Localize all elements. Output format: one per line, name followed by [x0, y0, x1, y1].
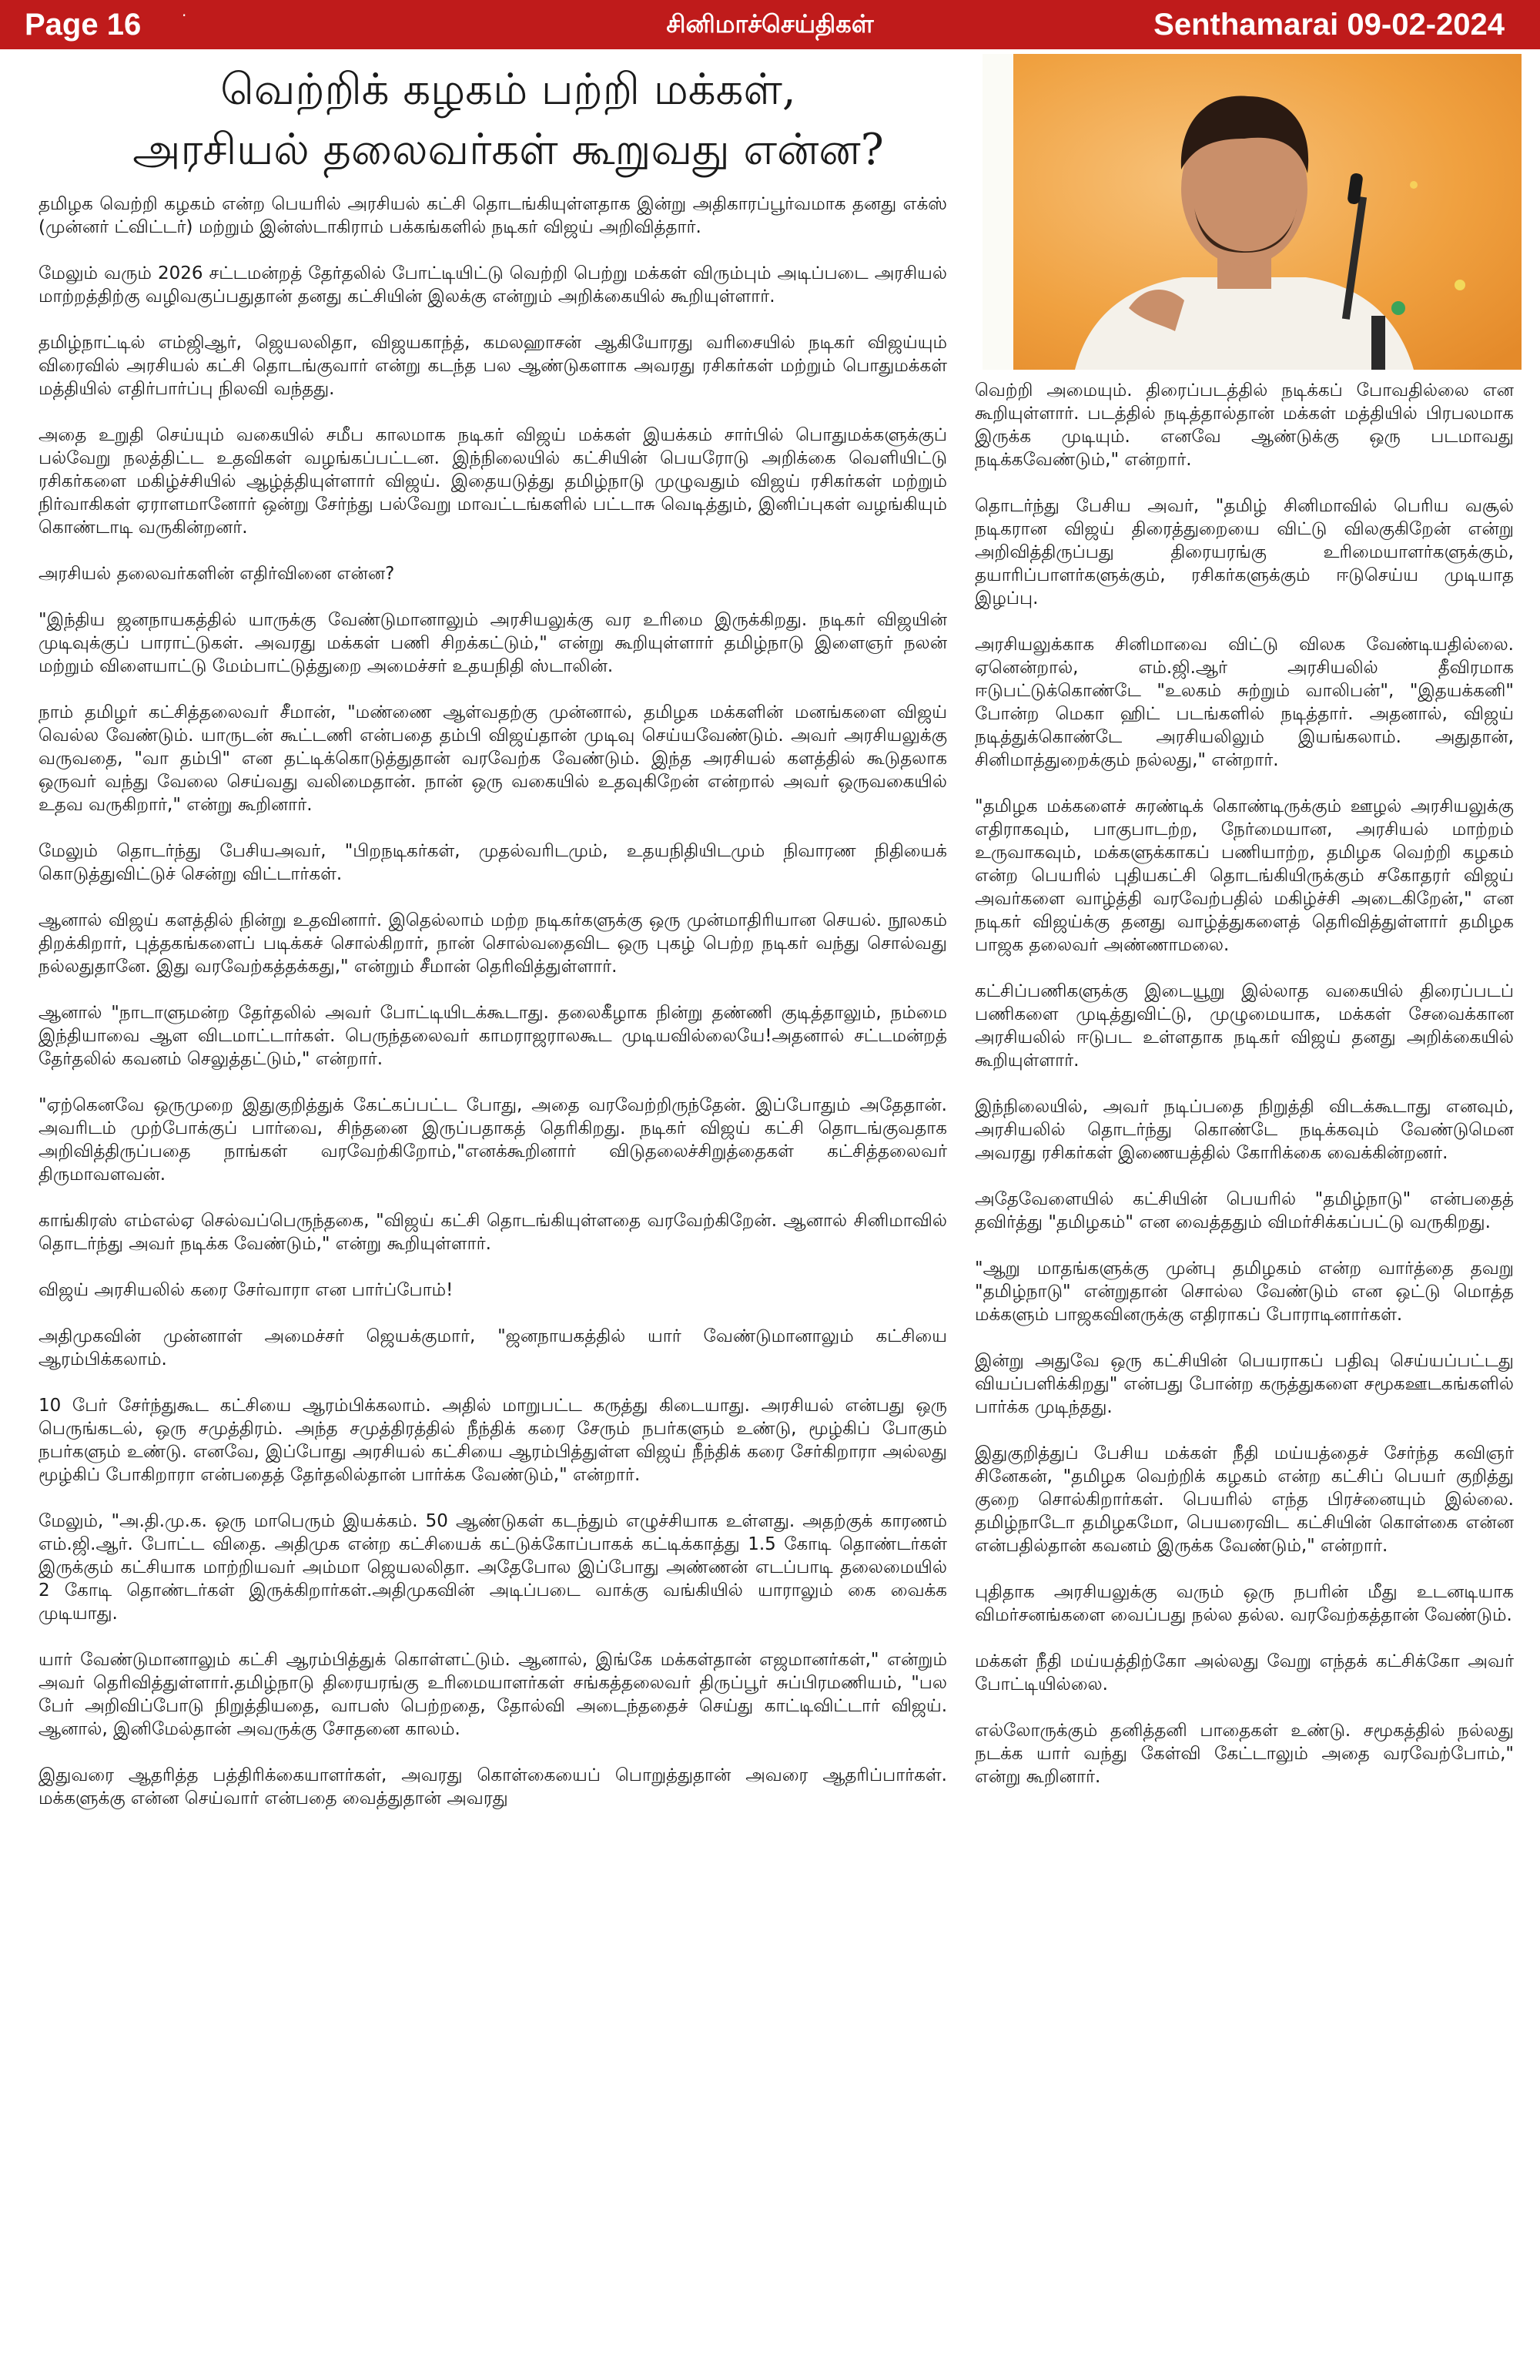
subheading: விஜய் அரசியலில் கரை சேர்வாரா என பார்ப்போம்!: [38, 1280, 454, 1300]
paragraph: "ஏற்கெனவே ஒருமுறை இதுகுறித்துக் கேட்கப்பட்ட போது, அதை வரவேற்றிருந்தேன். இப்போதும் அதேதான். அவரிடம் முற்போக்குப் பார்வை, சிந்தனை இருப்பதாகத் தெரிகிறது. நடிகர் விஜய் கட்சி தொடங்குவதாக அறிவித்திருப்பதை நாங்கள் வரவேற்கிறோம்,"எனக்கூறினார் விடுதலைச்சிறுத்தைகள் கட்சித்தலைவர் திருமாவளவன்.: [38, 1095, 947, 1185]
paragraph: இதுவரை ஆதரித்த பத்திரிக்கையாளர்கள், அவரது கொள்கையைப் பொறுத்துதான் அவரை ஆதரிப்பார்கள். மக்களுக்கு என்ன செய்வார் என்பதை வைத்துதான் அவரது: [38, 1765, 947, 1808]
page-header: [0, 0, 1540, 49]
paragraph: "இந்திய ஜனநாயகத்தில் யாருக்கு வேண்டுமானாலும் அரசியலுக்கு வர உரிமை இருக்கிறது. நடிகர் விஜயின் முடிவுக்குப் பாராட்டுகள். அவரது மக்கள் பணி சிறக்கட்டும்," என்று கூறியுள்ளார் தமிழ்நாடு இளைஞர் நலன் மற்றும் விளையாட்டு மேம்பாட்டுத்துறை அமைச்சர் உதயநிதி ஸ்டாலின்.: [38, 610, 947, 676]
paragraph: புதிதாக அரசியலுக்கு வரும் ஒரு நபரின் மீது உடனடியாக விமர்சனங்களை வைப்பது நல்ல தல்ல. வரவேற்கத்தான் வேண்டும்.: [975, 1582, 1514, 1625]
paragraph: மேலும் தொடர்ந்து பேசியஅவர், "பிறநடிகர்கள், முதல்வரிடமும், உதயநிதியிடமும் நிவாரண நிதியைக் கொடுத்துவிட்டுச் சென்று விட்டார்கள்.: [38, 841, 947, 884]
paragraph: அதேவேளையில் கட்சியின் பெயரில் "தமிழ்நாடு" என்பதைத் தவிர்த்து "தமிழகம்" என வைத்ததும் விமர்சிக்கப்பட்டு வருகிறது.: [975, 1189, 1514, 1232]
paragraph: யார் வேண்டுமானாலும் கட்சி ஆரம்பித்துக் கொள்ளட்டும். ஆனால், இங்கே மக்கள்தான் எஜமானர்கள்," என்றும் அவர் தெரிவித்துள்ளார்.தமிழ்நாடு திரையரங்கு உரிமையாளர்கள் சங்கத்தலைவர் திருப்பூர் சுப்பிரமணியம், "பல பேர் அறிவிப்போடு நிறுத்தியதை, வாபஸ் பெற்றதை, தோல்வி அடைந்ததைச் செய்து காட்டிவிட்டார் விஜய். ஆனால், இனிமேல்தான் அவருக்கு சோதனை காலம்.: [38, 1650, 947, 1739]
paragraph: அதை உறுதி செய்யும் வகையில் சமீப காலமாக நடிகர் விஜய் மக்கள் இயக்கம் சார்பில் பொதுமக்களுக்குப் பல்வேறு நலத்திட்ட உதவிகள் வழங்கப்பட்டன. இந்நிலையில் கட்சியின் பெயரோடு அறிக்கை வெளியிட்டு ரசிகர்களை மகிழ்ச்சியில் ஆழ்த்தியுள்ளார் விஜய். இதையடுத்து தமிழ்நாடு முழுவதும் விஜய் ரசிகர்கள் மற்றும் நிர்வாகிகள் ஏராளமானோர் ஒன்று சேர்ந்து பல்வேறு மாவட்டங்களில் பட்டாசு வெடித்தும், இனிப்புகள் வழங்கியும் கொண்டாடி வருகின்றனர்.: [38, 425, 947, 538]
paragraph: தமிழ்நாட்டில் எம்ஜிஆர், ஜெயலலிதா, விஜயகாந்த், கமலஹாசன் ஆகியோரது வரிசையில் நடிகர் விஜய்யும் விரைவில் அரசியல் கட்சி தொடங்குவார் என்று கடந்த பல ஆண்டுகளாக அவரது ரசிகர்கள் மற்றும் பொதுமக்கள் மத்தியில் எதிர்பார்ப்பு நிலவி வந்தது.: [38, 333, 947, 399]
paragraph: மக்கள் நீதி மய்யத்திற்கோ அல்லது வேறு எந்தக் கட்சிக்கோ அவர் போட்டியில்லை.: [975, 1651, 1514, 1694]
paragraph: எல்லோருக்கும் தனித்தனி பாதைகள் உண்டு. சமூகத்தில் நல்லது நடக்க யார் வந்து கேள்வி கேட்டாலும் அதை வரவேற்போம்," என்று கூறினார்.: [975, 1721, 1514, 1787]
paragraph: தொடர்ந்து பேசிய அவர், "தமிழ் சினிமாவில் பெரிய வசூல் நடிகரான விஜய் திரைத்துறையை விட்டு விலகுகிறேன் என்று அறிவித்திருப்பது திரையரங்கு உரிமையாளர்களுக்கும், தயாரிப்பாளர்களுக்கும், ரசிகர்களுக்கும் ஈடுசெய்ய முடியாத இழப்பு.: [975, 496, 1514, 608]
article-body-right: [975, 379, 1514, 1812]
paragraph: மேலும், "அ.தி.மு.க. ஒரு மாபெரும் இயக்கம். 50 ஆண்டுகள் கடந்தும் எழுச்சியாக உள்ளது. அதற்குக் காரணம் எம்.ஜி.ஆர். போட்ட விதை. அதிமுக என்ற கட்சியைக் கட்டுக்கோப்பாகக் கட்டிக்காத்து 1.5 கோடி தொண்டர்கள் இருக்கும் கட்சியாக மாற்றியவர் அம்மா ஜெயலலிதா. அதேபோல இப்போது அண்ணன் எடப்பாடி தலைமையில் 2 கோடி தொண்டர்கள் இருக்கிறார்கள்.அதிமுகவின் அடிப்படை வாக்கு வங்கியில் யாராலும் கை வைக்க முடியாது.: [38, 1511, 947, 1624]
speaker-photo-illustration: [983, 54, 1522, 370]
paragraph: இதுகுறித்துப் பேசிய மக்கள் நீதி மய்யத்தைச் சேர்ந்த கவிஞர் சினேகன், "தமிழக வெற்றிக் கழகம் என்ற கட்சிப் பெயர் குறித்து குறை சொல்கிறார்கள். பெயரில் எந்த பிரச்னையும் இல்லை. தமிழ்நாடோ தமிழகமோ, பெயரைவிட கட்சியின் கொள்கை என்ன என்பதில்தான் கவனம் இருக்க வேண்டும்," என்றார்.: [975, 1443, 1515, 1556]
article-photo: [983, 54, 1522, 370]
paragraph: ஆனால் விஜய் களத்தில் நின்று உதவினார். இதெல்லாம் மற்ற நடிகர்களுக்கு ஒரு முன்மாதிரியான செயல். நூலகம் திறக்கிறார், புத்தகங்களைப் படிக்கச் சொல்கிறார், நான் சொல்வதைவிட ஒரு புகழ் பெற்ற நடிகர் வந்து சொல்வது நல்லதுதானே. இது வரவேற்கத்தக்கது," என்றும் சீமான் தெரிவித்துள்ளார்.: [38, 910, 947, 977]
paragraph: அதிமுகவின் முன்னாள் அமைச்சர் ஜெயக்குமார், "ஜனநாயகத்தில் யார் வேண்டுமானாலும் கட்சியை ஆரம்பிக்கலாம்.: [38, 1326, 947, 1369]
paragraph: தமிழக வெற்றி கழகம் என்ற பெயரில் அரசியல் கட்சி தொடங்கியுள்ளதாக இன்று அதிகாரப்பூர்வமாக தனது எக்ஸ் (முன்னர் ட்விட்டர்) மற்றும் இன்ஸ்டாகிராம் பக்கங்களில் நடிகர் விஜய் அறிவித்தார்.: [38, 194, 947, 237]
title-line-2: அரசியல் தலைவர்கள் கூறுவது என்ன?: [132, 125, 884, 175]
paper-name-date: Senthamarai 09-02-2024: [1153, 8, 1505, 42]
paragraph: "ஆறு மாதங்களுக்கு முன்பு தமிழகம் என்ற வார்த்தை தவறு "தமிழ்நாடு" என்றுதான் சொல்ல வேண்டும் என ஒட்டு மொத்த மக்களும் பாஜகவினருக்கு எதிராகப் போராடினார்கள்.: [975, 1259, 1514, 1325]
paragraph: மேலும் வரும் 2026 சட்டமன்றத் தேர்தலில் போட்டியிட்டு வெற்றி பெற்று மக்கள் விரும்பும் அடிப்படை அரசியல் மாற்றத்திற்கு வழிவகுப்பதுதான் தனது கட்சியின் இலக்கு என்றும் அறிக்கையில் கூறியுள்ளார்.: [38, 263, 947, 307]
subheading: அரசியல் தலைவர்களின் எதிர்வினை என்ன?: [38, 564, 395, 584]
paragraph: கட்சிப்பணிகளுக்கு இடையூறு இல்லாத வகையில் திரைப்படப் பணிகளை முடித்துவிட்டு, முழுமையாக, மக்கள் சேவைக்கான அரசியலில் ஈடுபட உள்ளதாக நடிகர் விஜய் தனது அறிக்கையில் கூறியுள்ளார்.: [975, 981, 1514, 1071]
paragraph: "தமிழக மக்களைச் சுரண்டிக் கொண்டிருக்கும் ஊழல் அரசியலுக்கு எதிராகவும், பாகுபாடற்ற, நேர்மையான, அரசியல் மாற்றம் உருவாகவும், மக்களுக்காகப் பணியாற்ற, தமிழக வெற்றி கழகம் என்ற பெயரில் புதியகட்சி தொடங்கியிருக்கும் சகோதரர் விஜய் அவர்களை வாழ்த்தி வரவேற்பதில் மகிழ்ச்சி அடைகிறேன்," என நடிகர் விஜய்க்கு தனது வாழ்த்துகளைத் தெரிவித்துள்ளார் தமிழக பாஜக தலைவர் அண்ணாமலை.: [975, 796, 1514, 955]
paragraph: வெற்றி அமையும். திரைப்படத்தில் நடிக்கப் போவதில்லை என கூறியுள்ளார். படத்தில் நடித்தால்தான் மக்கள் மத்தியில் பிரபலமாக இருக்க முடியும். எனவே ஆண்டுக்கு ஒரு படமாவது நடிக்கவேண்டும்," என்றார்.: [975, 380, 1514, 470]
paragraph: ஆனால் "நாடாளுமன்ற தேர்தலில் அவர் போட்டியிடக்கூடாது. தலைகீழாக நின்று தண்ணி குடித்தாலும், நம்மை இந்தியாவை ஆள விடமாட்டார்கள். பெருந்தலைவர் காமராஜராலகூட முடியவில்லையே!அதனால் சட்டமன்றத் தேர்தலில் கவனம் செலுத்தட்டும்," என்றார்.: [38, 1003, 947, 1069]
article-title: [46, 60, 970, 180]
article-body-left: [38, 193, 947, 1833]
page-number: Page 16: [25, 8, 142, 42]
header-dot: ·: [182, 6, 187, 25]
paragraph: காங்கிரஸ் எம்எல்ஏ செல்வப்பெருந்தகை, "விஜய் கட்சி தொடங்கியுள்ளதை வரவேற்கிறேன். ஆனால் சினிமாவில் தொடர்ந்து அவர் நடிக்க வேண்டும்," என்று கூறியுள்ளார்.: [38, 1211, 947, 1254]
title-line-1: வெற்றிக் கழகம் பற்றி மக்கள்,: [220, 65, 796, 115]
section-name: சினிமாச்செய்திகள்: [666, 9, 874, 39]
paragraph: நாம் தமிழர் கட்சித்தலைவர் சீமான், "மண்ணை ஆள்வதற்கு முன்னால், தமிழக மக்களின் மனங்களை விஜய் வெல்ல வேண்டும். யாருடன் கூட்டணி என்பதை தம்பி விஜய்தான் முடிவு செய்யவேண்டும். அவர் அரசியலுக்கு வருவதை, "வா தம்பி" என தட்டிக்கொடுத்துதான் வரவேற்க வேண்டும். இந்த அரசியல் களத்தில் கூடுதலாக ஒருவர் வந்து வேலை செய்வது வலிமைதான். நான் ஒரு வகையில் உதவுகிறேன் என்றால் அவர் ஒருவகையில் உதவ வருகிறார்," என்று கூறினார்.: [38, 702, 947, 815]
paragraph: இன்று அதுவே ஒரு கட்சியின் பெயராகப் பதிவு செய்யப்பட்டது வியப்பளிக்கிறது" என்பது போன்ற கருத்துகளை சமூகஊடகங்களில் பார்க்க முடிந்தது.: [975, 1351, 1514, 1417]
paragraph: 10 பேர் சேர்ந்துகூட கட்சியை ஆரம்பிக்கலாம். அதில் மாறுபட்ட கருத்து கிடையாது. அரசியல் என்பது ஒரு பெருங்கடல், ஒரு சமுத்திரம். அந்த சமுத்திரத்தில் நீந்திக் கரை சேரும் நபர்களும் உண்டு, மூழ்கிப் போகும் நபர்களும் உண்டு. எனவே, இப்போது அரசியல் கட்சியை ஆரம்பித்துள்ள விஜய் நீந்திக் கரை சேர்கிறாரா அல்லது மூழ்கிப் போகிறாரா என்பதைத் தேர்தலில்தான் பார்க்க வேண்டும்," என்றார்.: [38, 1396, 947, 1485]
paragraph: அரசியலுக்காக சினிமாவை விட்டு விலக வேண்டியதில்லை. ஏனென்றால், எம்.ஜி.ஆர் அரசியலில் தீவிரமாக ஈடுபட்டுக்கொண்டே "உலகம் சுற்றும் வாலிபன்", "இதயக்கனி" போன்ற மெகா ஹிட் படங்களில் நடித்தார். அதனால், விஜய் நடித்துக்கொண்டே அரசியலிலும் இயங்கலாம். அதுதான், சினிமாத்துறைக்கும் நல்லது," என்றார்.: [975, 635, 1514, 770]
paragraph: இந்நிலையில், அவர் நடிப்பதை நிறுத்தி விடக்கூடாது எனவும், அரசியலில் தொடர்ந்து கொண்டே நடிக்கவும் வேண்டுமென அவரது ரசிகர்கள் இணையத்தில் கோரிக்கை வைக்கின்றனர்.: [975, 1097, 1514, 1163]
